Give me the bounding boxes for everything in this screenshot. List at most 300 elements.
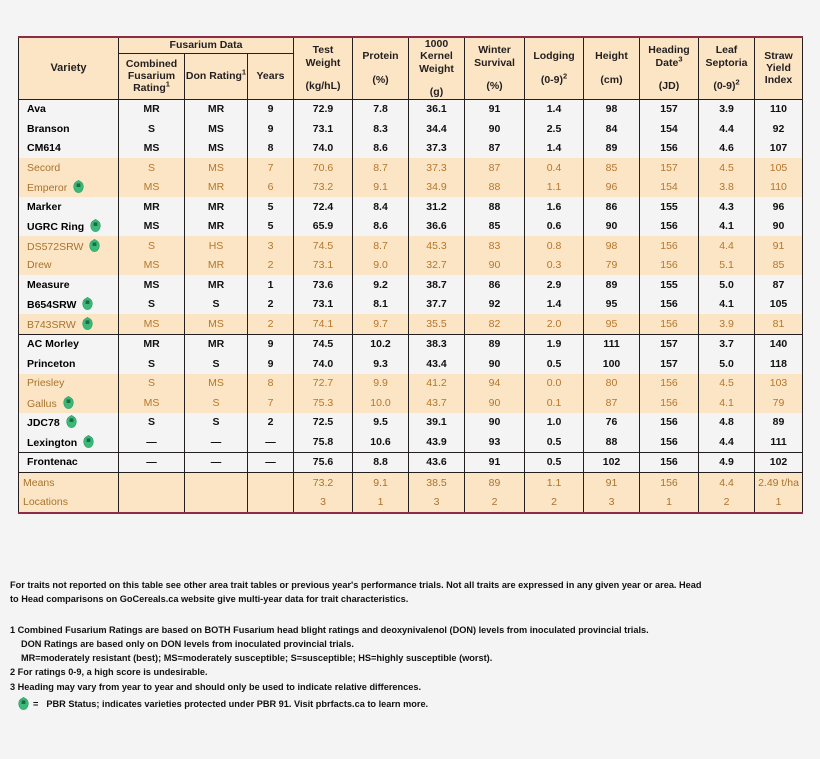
variety-label: Marker xyxy=(27,200,62,213)
data-cell: 87 xyxy=(465,158,525,178)
data-cell: 94 xyxy=(465,374,525,394)
data-cell: 75.6 xyxy=(294,452,353,473)
data-cell: MR xyxy=(185,275,248,295)
data-cell: 31.2 xyxy=(409,197,465,217)
data-cell: 73.2 xyxy=(294,178,353,198)
data-cell: MR xyxy=(185,217,248,237)
data-cell: MR xyxy=(185,178,248,198)
variety-label: Gallus xyxy=(27,397,57,410)
data-cell: 4.4 xyxy=(699,432,755,452)
table-row xyxy=(19,452,803,473)
data-cell: 157 xyxy=(640,158,699,178)
data-cell: 74.0 xyxy=(294,139,353,159)
data-cell: 89 xyxy=(584,275,640,295)
data-cell: 107 xyxy=(755,139,803,159)
data-cell: MS xyxy=(119,275,185,295)
data-cell: 38.7 xyxy=(409,275,465,295)
data-cell: 95 xyxy=(584,295,640,315)
data-cell: 96 xyxy=(584,178,640,198)
data-cell: 9 xyxy=(248,334,294,354)
data-cell: 74.0 xyxy=(294,354,353,374)
data-cell: 83 xyxy=(465,236,525,256)
variety-name-cell xyxy=(19,119,119,139)
data-cell: 0.5 xyxy=(525,452,584,473)
data-cell: MS xyxy=(119,256,185,276)
note-pbr xyxy=(10,697,810,711)
header-heading-date xyxy=(640,37,699,99)
data-cell: 3.8 xyxy=(699,178,755,198)
header-heading-date-label xyxy=(648,44,689,68)
data-cell: 76 xyxy=(584,413,640,433)
data-cell: 85 xyxy=(584,158,640,178)
data-cell: — xyxy=(119,432,185,452)
data-cell: 8.7 xyxy=(353,236,409,256)
data-cell: 80 xyxy=(584,374,640,394)
locations-cell: 3 xyxy=(294,493,353,514)
data-cell: S xyxy=(185,413,248,433)
data-cell: S xyxy=(119,413,185,433)
variety-label: AC Morley xyxy=(27,338,79,351)
data-cell: 2 xyxy=(248,256,294,276)
notes-intro-line-1: For traits not reported on this table see other area trait tables or previous year's performance trials. Not all traits are expressed in any given year or area. Head xyxy=(10,580,702,590)
header-combined-fusarium-rating-text: Combined Fusarium Rating xyxy=(125,57,178,95)
data-cell: 4.5 xyxy=(699,374,755,394)
data-cell: 34.4 xyxy=(409,119,465,139)
data-cell: MS xyxy=(185,119,248,139)
data-cell: 1.4 xyxy=(525,295,584,315)
data-cell: 9.9 xyxy=(353,374,409,394)
data-cell: 98 xyxy=(584,99,640,119)
data-cell: MS xyxy=(119,217,185,237)
means-cell: 89 xyxy=(465,473,525,493)
data-cell: — xyxy=(248,432,294,452)
data-cell: 72.9 xyxy=(294,99,353,119)
data-cell: 87 xyxy=(584,393,640,413)
data-cell: 4.1 xyxy=(699,393,755,413)
data-cell: 1.9 xyxy=(525,334,584,354)
data-cell: 74.5 xyxy=(294,334,353,354)
locations-cell xyxy=(248,493,294,514)
variety-label: Ava xyxy=(27,103,46,116)
variety-label: Lexington xyxy=(27,436,78,449)
data-cell: 102 xyxy=(584,452,640,473)
data-cell: 75.3 xyxy=(294,393,353,413)
locations-cell xyxy=(185,493,248,514)
data-cell: 4.8 xyxy=(699,413,755,433)
means-cell: 38.5 xyxy=(409,473,465,493)
data-cell: 8.6 xyxy=(353,139,409,159)
variety-name-cell xyxy=(19,139,119,159)
data-cell: 111 xyxy=(755,432,803,452)
data-cell: 86 xyxy=(584,197,640,217)
data-cell: 5 xyxy=(248,217,294,237)
means-cell xyxy=(185,473,248,493)
data-cell: 39.1 xyxy=(409,413,465,433)
pbr-badge-icon xyxy=(63,396,74,409)
header-leaf-septoria-unit xyxy=(699,77,754,92)
data-cell: 81 xyxy=(755,314,803,334)
data-cell: 98 xyxy=(584,236,640,256)
header-winter-survival-unit: (%) xyxy=(486,79,503,92)
data-cell: 156 xyxy=(640,393,699,413)
variety-name-cell xyxy=(19,334,119,354)
variety-name-cell xyxy=(19,432,119,452)
variety-name-cell xyxy=(19,99,119,119)
data-cell: 7 xyxy=(248,393,294,413)
variety-label: Measure xyxy=(27,278,70,291)
variety-name-cell xyxy=(19,178,119,198)
data-cell: 73.1 xyxy=(294,295,353,315)
data-cell: S xyxy=(119,119,185,139)
header-height-label: Height xyxy=(595,50,628,63)
data-cell: 1.4 xyxy=(525,99,584,119)
data-cell: 85 xyxy=(465,217,525,237)
header-leaf-septoria-label: Leaf Septoria xyxy=(705,44,748,69)
data-cell: 118 xyxy=(755,354,803,374)
means-cell: 2.49 t/ha xyxy=(755,473,803,493)
data-cell: MS xyxy=(119,314,185,334)
pbr-badge-icon xyxy=(89,239,100,252)
data-cell: 74.1 xyxy=(294,314,353,334)
data-cell: 5.0 xyxy=(699,354,755,374)
data-cell: 37.7 xyxy=(409,295,465,315)
data-cell: 90 xyxy=(755,217,803,237)
header-winter-survival-label: Winter Survival xyxy=(474,44,515,69)
data-cell: MS xyxy=(119,393,185,413)
data-cell: 8.4 xyxy=(353,197,409,217)
note-pbr-equals: = xyxy=(33,698,39,709)
data-cell: 0.1 xyxy=(525,393,584,413)
data-cell: 156 xyxy=(640,295,699,315)
data-cell: S xyxy=(185,393,248,413)
locations-cell: 2 xyxy=(699,493,755,514)
variety-name-cell xyxy=(19,275,119,295)
variety-label: JDC78 xyxy=(27,417,60,430)
data-cell: 7 xyxy=(248,158,294,178)
note-1-line-3: MR=moderately resistant (best); MS=moderately susceptible; S=susceptible; HS=highly susceptible (worst). xyxy=(21,653,493,663)
data-cell: 8 xyxy=(248,139,294,159)
locations-cell: 3 xyxy=(584,493,640,514)
variety-label: Priesley xyxy=(27,377,65,390)
data-cell: 110 xyxy=(755,178,803,198)
data-cell: 9.0 xyxy=(353,256,409,276)
variety-name-cell xyxy=(19,236,119,256)
data-cell: 4.6 xyxy=(699,139,755,159)
data-cell: 79 xyxy=(755,393,803,413)
variety-label: B654SRW xyxy=(27,299,77,312)
data-cell: 90 xyxy=(465,256,525,276)
data-cell: 38.3 xyxy=(409,334,465,354)
locations-cell xyxy=(119,493,185,514)
data-cell: 91 xyxy=(465,452,525,473)
data-cell: 1.6 xyxy=(525,197,584,217)
data-cell: 10.2 xyxy=(353,334,409,354)
locations-cell: 2 xyxy=(465,493,525,514)
note-2: 2 For ratings 0-9, a high score is undesirable. xyxy=(10,667,208,678)
data-cell: 1 xyxy=(248,275,294,295)
data-cell: 82 xyxy=(465,314,525,334)
data-cell: 9 xyxy=(248,354,294,374)
data-cell: 73.1 xyxy=(294,256,353,276)
data-cell: 0.0 xyxy=(525,374,584,394)
data-cell: 2.5 xyxy=(525,119,584,139)
data-cell: 36.6 xyxy=(409,217,465,237)
data-cell: 102 xyxy=(755,452,803,473)
data-cell: MR xyxy=(185,334,248,354)
data-cell: 105 xyxy=(755,295,803,315)
data-cell: 87 xyxy=(755,275,803,295)
data-cell: 6 xyxy=(248,178,294,198)
variety-label: B743SRW xyxy=(27,318,76,331)
data-cell: 2.0 xyxy=(525,314,584,334)
data-cell: 90 xyxy=(465,393,525,413)
table-body xyxy=(19,99,803,513)
data-cell: 86 xyxy=(465,275,525,295)
variety-name-cell xyxy=(19,374,119,394)
data-cell: 87 xyxy=(465,139,525,159)
data-cell: 9.2 xyxy=(353,275,409,295)
data-cell: 157 xyxy=(640,354,699,374)
header-test-weight-unit: (kg/hL) xyxy=(305,79,341,92)
data-cell: 0.4 xyxy=(525,158,584,178)
note-3: 3 Heading may vary from year to year and should only be used to indicate relative differences. xyxy=(10,681,422,692)
header-lodging xyxy=(525,37,584,99)
data-cell: 79 xyxy=(584,256,640,276)
data-cell: S xyxy=(185,295,248,315)
data-cell: 156 xyxy=(640,139,699,159)
data-cell: 0.3 xyxy=(525,256,584,276)
means-cell: 156 xyxy=(640,473,699,493)
table-row xyxy=(19,256,803,276)
data-cell: 8 xyxy=(248,374,294,394)
data-cell: 75.8 xyxy=(294,432,353,452)
header-lodging-unit xyxy=(525,71,583,86)
variety-label: Emperor xyxy=(27,182,68,195)
means-cell: 9.1 xyxy=(353,473,409,493)
data-cell: 100 xyxy=(584,354,640,374)
locations-row xyxy=(19,493,803,514)
variety-name-cell xyxy=(19,452,119,473)
data-cell: — xyxy=(185,452,248,473)
data-cell: 155 xyxy=(640,275,699,295)
header-test-weight-label: Test Weight xyxy=(305,44,341,69)
data-cell: 0.8 xyxy=(525,236,584,256)
variety-name-cell xyxy=(19,354,119,374)
data-cell: 156 xyxy=(640,217,699,237)
data-cell: 0.6 xyxy=(525,217,584,237)
data-cell: 110 xyxy=(755,99,803,119)
data-cell: 156 xyxy=(640,432,699,452)
header-leaf-septoria xyxy=(699,37,755,99)
data-cell: 4.3 xyxy=(699,197,755,217)
notes-list xyxy=(10,623,810,712)
data-cell: 90 xyxy=(465,413,525,433)
data-cell: 156 xyxy=(640,413,699,433)
data-cell: 111 xyxy=(584,334,640,354)
data-cell: MR xyxy=(185,197,248,217)
table-row xyxy=(19,119,803,139)
data-cell: 3.9 xyxy=(699,99,755,119)
data-cell: 89 xyxy=(584,139,640,159)
pbr-badge-icon xyxy=(83,435,94,448)
data-cell: 72.4 xyxy=(294,197,353,217)
data-cell: 9.3 xyxy=(353,354,409,374)
data-cell: 91 xyxy=(755,236,803,256)
header-leaf-septoria-footnote-marker: 2 xyxy=(735,77,740,87)
data-cell: 72.7 xyxy=(294,374,353,394)
data-cell: 3 xyxy=(248,236,294,256)
header-don-rating-text: Don Rating xyxy=(185,70,242,83)
header-combined-fusarium-footnote-marker: 1 xyxy=(165,79,170,89)
variety-name-cell xyxy=(19,413,119,433)
header-heading-date-text: Heading Date xyxy=(648,44,690,69)
data-cell: 32.7 xyxy=(409,256,465,276)
data-cell: 140 xyxy=(755,334,803,354)
header-variety: Variety xyxy=(19,37,119,99)
data-cell: 2 xyxy=(248,295,294,315)
data-cell: 1.1 xyxy=(525,178,584,198)
data-cell: 88 xyxy=(465,178,525,198)
data-cell: MS xyxy=(185,139,248,159)
table-row xyxy=(19,432,803,452)
data-cell: 43.7 xyxy=(409,393,465,413)
data-cell: MS xyxy=(185,158,248,178)
data-cell: 10.6 xyxy=(353,432,409,452)
data-cell: 74.5 xyxy=(294,236,353,256)
data-cell: 7.8 xyxy=(353,99,409,119)
header-winter-survival xyxy=(465,37,525,99)
data-cell: 8.1 xyxy=(353,295,409,315)
data-cell: 73.6 xyxy=(294,275,353,295)
table-row xyxy=(19,275,803,295)
data-cell: — xyxy=(248,452,294,473)
variety-label: Branson xyxy=(27,122,70,135)
header-protein xyxy=(353,37,409,99)
data-cell: 5.0 xyxy=(699,275,755,295)
header-years: Years xyxy=(248,54,294,99)
variety-label: DS572SRW xyxy=(27,240,84,253)
pbr-badge-icon xyxy=(66,415,77,428)
table-row xyxy=(19,139,803,159)
means-cell: 73.2 xyxy=(294,473,353,493)
data-cell: 4.9 xyxy=(699,452,755,473)
data-cell: — xyxy=(119,452,185,473)
locations-label: Locations xyxy=(19,493,119,514)
variety-label: Drew xyxy=(27,259,52,272)
data-cell: S xyxy=(119,158,185,178)
data-cell: 88 xyxy=(465,197,525,217)
data-cell: MR xyxy=(185,99,248,119)
locations-cell: 1 xyxy=(353,493,409,514)
data-cell: 4.1 xyxy=(699,217,755,237)
header-kernel-weight-unit: (g) xyxy=(429,86,444,99)
table-row xyxy=(19,158,803,178)
data-cell: 37.3 xyxy=(409,139,465,159)
header-lodging-label: Lodging xyxy=(533,50,575,63)
table-row xyxy=(19,393,803,413)
note-pbr-text: PBR Status; indicates varieties protected under PBR 91. Visit pbrfacts.ca to learn more. xyxy=(46,698,429,709)
data-cell: 43.6 xyxy=(409,452,465,473)
data-cell: 9 xyxy=(248,99,294,119)
header-protein-unit: (%) xyxy=(372,73,389,86)
table-row xyxy=(19,236,803,256)
footnotes xyxy=(10,578,810,711)
data-cell: 156 xyxy=(640,256,699,276)
variety-label: Frontenac xyxy=(27,456,78,469)
data-cell: 8.8 xyxy=(353,452,409,473)
data-cell: 0.5 xyxy=(525,354,584,374)
means-cell xyxy=(248,473,294,493)
locations-cell: 1 xyxy=(640,493,699,514)
note-1-line-1: 1 Combined Fusarium Ratings are based on BOTH Fusarium head blight ratings and deoxynivalenol (DON) levels from inoculated provincial trials. xyxy=(10,624,649,635)
data-cell: 92 xyxy=(465,295,525,315)
data-cell: 103 xyxy=(755,374,803,394)
table-row xyxy=(19,295,803,315)
data-cell: 3.7 xyxy=(699,334,755,354)
header-protein-label: Protein xyxy=(362,50,399,63)
means-cell xyxy=(119,473,185,493)
locations-cell: 2 xyxy=(525,493,584,514)
data-cell: 93 xyxy=(465,432,525,452)
data-cell: 9.7 xyxy=(353,314,409,334)
data-cell: 2 xyxy=(248,314,294,334)
table-row xyxy=(19,374,803,394)
variety-label: CM614 xyxy=(27,142,61,155)
header-don-rating xyxy=(185,54,248,99)
locations-cell: 1 xyxy=(755,493,803,514)
pbr-badge-icon xyxy=(18,697,29,710)
data-cell: 155 xyxy=(640,197,699,217)
data-cell: 5 xyxy=(248,197,294,217)
data-cell: 96 xyxy=(755,197,803,217)
data-cell: 92 xyxy=(755,119,803,139)
data-cell: 9 xyxy=(248,119,294,139)
table-row xyxy=(19,217,803,237)
variety-label: UGRC Ring xyxy=(27,221,85,234)
data-cell: HS xyxy=(185,236,248,256)
data-cell: 1.4 xyxy=(525,139,584,159)
data-cell: MS xyxy=(119,139,185,159)
data-cell: 73.1 xyxy=(294,119,353,139)
notes-intro xyxy=(10,578,808,607)
pbr-badge-icon xyxy=(73,180,84,193)
table-row xyxy=(19,354,803,374)
pbr-badge-icon xyxy=(82,297,93,310)
locations-cell: 3 xyxy=(409,493,465,514)
header-leaf-septoria-unit-text: (0-9) xyxy=(713,79,736,92)
header-heading-date-unit: (JD) xyxy=(658,79,680,92)
data-cell: 154 xyxy=(640,178,699,198)
table-row xyxy=(19,314,803,334)
data-cell: S xyxy=(185,354,248,374)
data-cell: 37.3 xyxy=(409,158,465,178)
data-cell: MR xyxy=(119,334,185,354)
variety-label: Secord xyxy=(27,161,61,174)
data-cell: 10.0 xyxy=(353,393,409,413)
data-cell: MS xyxy=(185,314,248,334)
data-cell: MS xyxy=(119,178,185,198)
data-cell: MR xyxy=(185,256,248,276)
data-cell: 4.5 xyxy=(699,158,755,178)
header-heading-date-footnote-marker: 3 xyxy=(678,54,683,64)
means-cell: 1.1 xyxy=(525,473,584,493)
table-row xyxy=(19,413,803,433)
data-cell: MR xyxy=(119,197,185,217)
header-group-fusarium-data: Fusarium Data xyxy=(119,37,294,54)
header-don-rating-footnote-marker: 1 xyxy=(241,67,247,77)
data-cell: 90 xyxy=(465,354,525,374)
data-cell: 72.5 xyxy=(294,413,353,433)
